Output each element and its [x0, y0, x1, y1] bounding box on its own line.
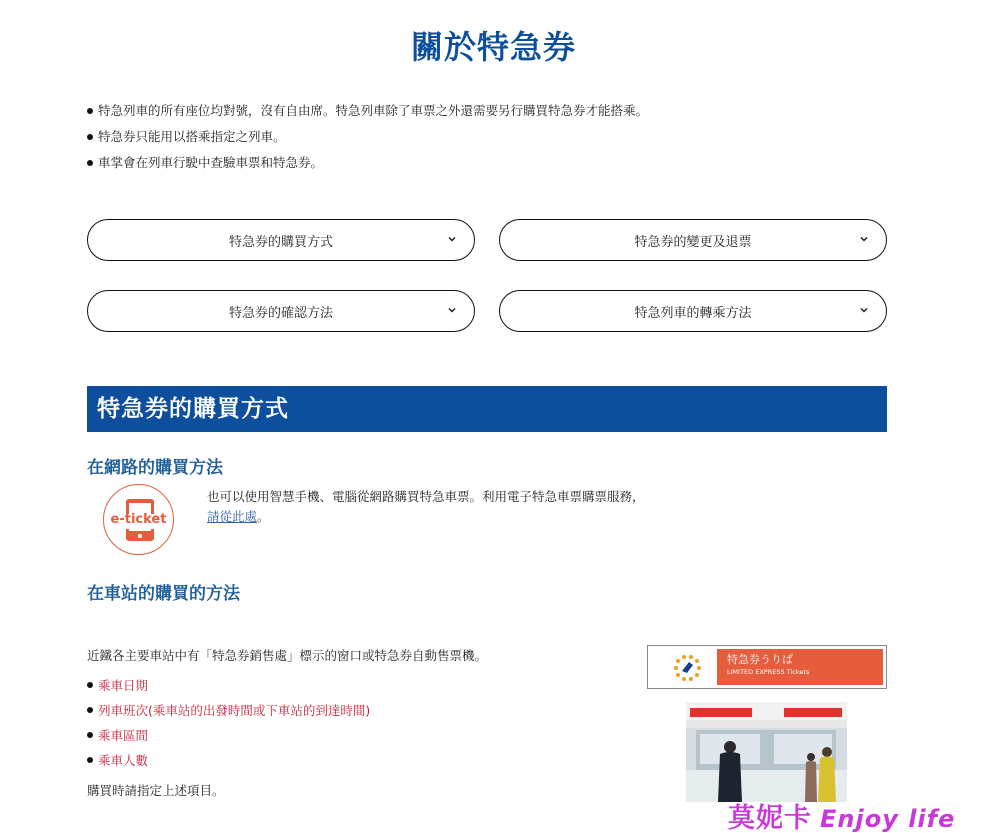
- watermark-en: Enjoy life: [820, 805, 956, 833]
- chevron-down-icon: [446, 304, 458, 316]
- list-item: 列車班次(乘車站的出發時間或下車站的到達時間): [87, 698, 370, 723]
- kintetsu-logo-icon: [651, 649, 715, 685]
- list-item: 乘車區間: [87, 723, 370, 748]
- online-text-suffix: 。: [257, 509, 270, 524]
- watermark-cn: 莫妮卡: [728, 803, 812, 833]
- list-item: 乘車日期: [87, 673, 370, 698]
- online-text: 也可以使用智慧手機、電腦從網路購買特急車票。利用電子特急車票購票服務，: [207, 489, 645, 504]
- ticket-office-sign: [647, 645, 887, 689]
- button-label: 特急券的確認方法: [228, 305, 333, 321]
- confirm-method-button[interactable]: [87, 290, 475, 332]
- watermark: [728, 796, 955, 833]
- sign-label-panel: [717, 649, 883, 685]
- list-item: 乘車人數: [87, 748, 370, 773]
- ticket-counter-photo: [686, 702, 847, 802]
- button-label: 特急券的變更及退票: [634, 234, 752, 250]
- e-ticket-label: e-ticket: [110, 512, 167, 527]
- intro-item: 車掌會在列車行駛中查驗車票和特急券。: [87, 150, 887, 176]
- intro-item: 特急列車的所有座位均對號，沒有自由席。特急列車除了車票之外還需要另行購買特急券才能搭乘。: [87, 98, 887, 124]
- intro-item: 特急券只能用以搭乘指定之列車。: [87, 124, 887, 150]
- button-label: 特急券的購買方式: [228, 234, 333, 250]
- online-description: [207, 487, 645, 527]
- online-purchase-heading: 在網路的購買方法: [87, 458, 223, 478]
- sign-english-text: LIMITED EXPRESS Tickets: [727, 668, 810, 676]
- button-label: 特急列車的轉乘方法: [634, 305, 752, 321]
- station-description: 近鐵各主要車站中有「特急券銷售處」標示的窗口或特急券自動售票機。: [87, 648, 488, 663]
- here-link[interactable]: 請從此處: [207, 509, 258, 524]
- section-title: 特急券的購買方式: [87, 386, 887, 432]
- station-purchase-heading: 在車站的購買的方法: [87, 584, 240, 604]
- sign-japanese-text: 特急券うりば: [727, 653, 793, 666]
- purchase-note: 購買時請指定上述項目。: [87, 783, 225, 798]
- chevron-down-icon: [858, 304, 870, 316]
- change-refund-button[interactable]: [499, 219, 887, 261]
- intro-list: [87, 98, 887, 176]
- e-ticket-icon: [103, 484, 174, 555]
- page-title: 關於特急券: [410, 28, 576, 66]
- transfer-method-button[interactable]: [499, 290, 887, 332]
- purchase-method-button[interactable]: [87, 219, 475, 261]
- required-items-list: [87, 673, 370, 773]
- chevron-down-icon: [858, 233, 870, 245]
- chevron-down-icon: [446, 233, 458, 245]
